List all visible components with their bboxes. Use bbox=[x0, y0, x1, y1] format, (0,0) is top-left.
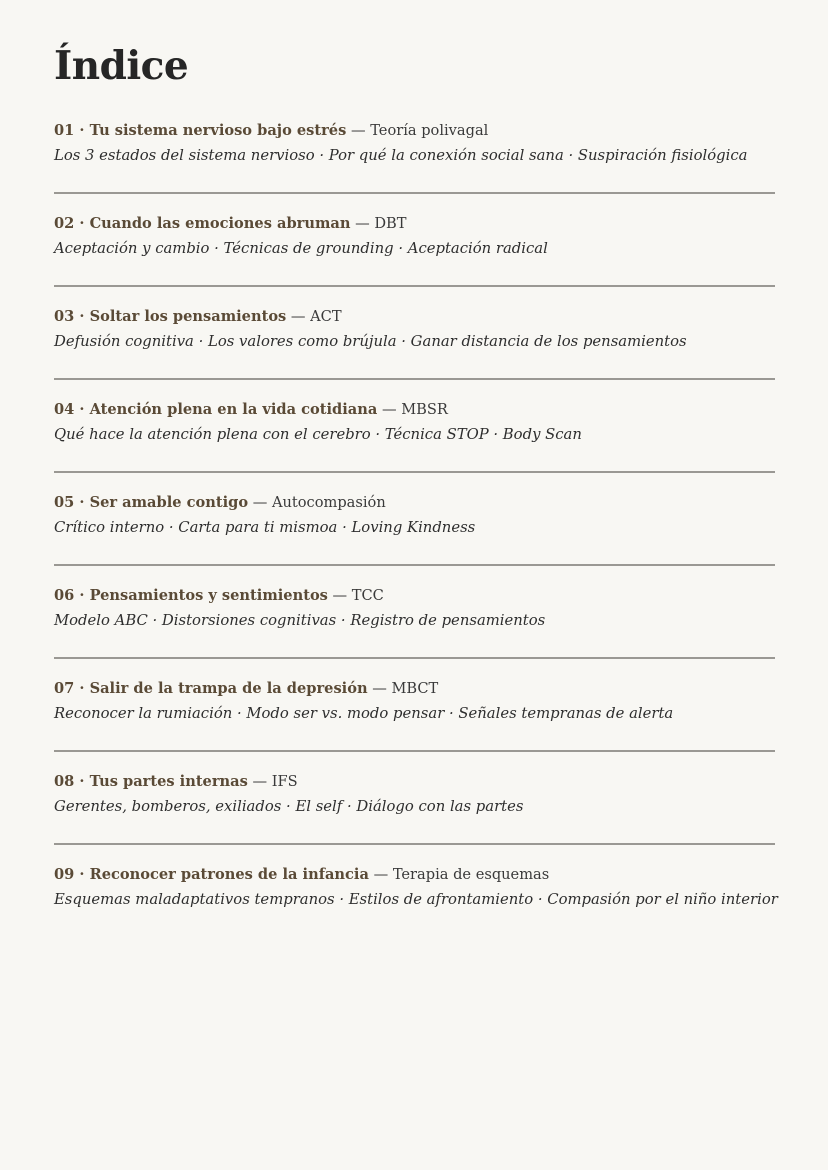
list-item bbox=[54, 119, 775, 212]
entry-heading bbox=[54, 584, 384, 608]
entry-title: Pensamientos y sentimientos bbox=[89, 587, 328, 604]
entry-separator: — bbox=[286, 308, 311, 325]
entry-title: Soltar los pensamientos bbox=[89, 308, 287, 325]
entry-method: MBSR bbox=[401, 401, 448, 418]
entry-number: 09 · bbox=[54, 866, 90, 883]
entry-method: Teoría polivagal bbox=[370, 122, 489, 139]
entry-topics: Qué hace la atención plena con el cerebro · Técnica STOP · Body Scan bbox=[54, 426, 582, 443]
entry-separator: — bbox=[350, 215, 375, 232]
divider bbox=[54, 192, 775, 194]
entry-list bbox=[54, 119, 778, 956]
entry-number: 01 · bbox=[54, 122, 90, 139]
entry-number: 06 · bbox=[54, 587, 90, 604]
entry-method: ACT bbox=[310, 308, 342, 325]
entry-title: Cuando las emociones abruman bbox=[89, 215, 351, 232]
entry-separator: — bbox=[248, 494, 272, 511]
list-item bbox=[54, 863, 778, 956]
divider bbox=[54, 750, 775, 752]
entry-method: Terapia de esquemas bbox=[392, 866, 550, 883]
entry-topics: Defusión cognitiva · Los valores como brújula · Ganar distancia de los pensamientos bbox=[54, 333, 687, 350]
entry-heading bbox=[54, 491, 386, 515]
entry-method: TCC bbox=[351, 587, 384, 604]
divider bbox=[54, 471, 775, 473]
entry-title: Tu sistema nervioso bajo estrés bbox=[89, 122, 347, 139]
entry-separator: — bbox=[346, 122, 371, 139]
entry-topics: Crítico interno · Carta para ti mismoa · Loving Kindness bbox=[54, 519, 476, 536]
entry-method: DBT bbox=[374, 215, 407, 232]
entry-number: 07 · bbox=[54, 680, 90, 697]
entry-topics: Los 3 estados del sistema nervioso · Por qué la conexión social sana · Suspiración fisiológica bbox=[54, 147, 748, 164]
page-title: Índice bbox=[54, 43, 189, 89]
list-item bbox=[54, 212, 775, 305]
entry-heading bbox=[54, 770, 298, 794]
entry-separator: — bbox=[247, 773, 272, 790]
entry-heading bbox=[54, 677, 438, 701]
entry-topics: Reconocer la rumiación · Modo ser vs. modo pensar · Señales tempranas de alerta bbox=[54, 705, 674, 722]
entry-method: MBCT bbox=[391, 680, 439, 697]
entry-separator: — bbox=[368, 866, 393, 883]
entry-heading bbox=[54, 119, 488, 143]
list-item bbox=[54, 491, 775, 584]
entry-topics: Gerentes, bomberos, exiliados · El self · Diálogo con las partes bbox=[54, 798, 524, 815]
divider bbox=[54, 378, 775, 380]
entry-heading bbox=[54, 398, 448, 422]
entry-title: Reconocer patrones de la infancia bbox=[89, 866, 369, 883]
entry-separator: — bbox=[377, 401, 402, 418]
list-item bbox=[54, 305, 775, 398]
entry-topics: Esquemas maladaptativos tempranos · Estilos de afrontamiento · Compasión por el niño interior bbox=[54, 891, 778, 908]
divider bbox=[54, 843, 775, 845]
entry-topics: Aceptación y cambio · Técnicas de grounding · Aceptación radical bbox=[54, 240, 548, 257]
list-item bbox=[54, 770, 775, 863]
list-item bbox=[54, 398, 775, 491]
list-item bbox=[54, 584, 775, 677]
entry-separator: — bbox=[367, 680, 392, 697]
entry-heading bbox=[54, 863, 549, 887]
entry-topics: Modelo ABC · Distorsiones cognitivas · Registro de pensamientos bbox=[54, 612, 546, 629]
entry-heading bbox=[54, 305, 342, 329]
entry-method: Autocompasión bbox=[271, 494, 386, 511]
entry-heading bbox=[54, 212, 407, 236]
entry-title: Salir de la trampa de la depresión bbox=[89, 680, 368, 697]
entry-title: Ser amable contigo bbox=[89, 494, 249, 511]
divider bbox=[54, 564, 775, 566]
entry-number: 04 · bbox=[54, 401, 90, 418]
entry-method: IFS bbox=[271, 773, 298, 790]
entry-number: 03 · bbox=[54, 308, 90, 325]
entry-separator: — bbox=[327, 587, 352, 604]
entry-number: 08 · bbox=[54, 773, 90, 790]
list-item bbox=[54, 677, 775, 770]
entry-number: 02 · bbox=[54, 215, 90, 232]
entry-number: 05 · bbox=[54, 494, 90, 511]
entry-title: Atención plena en la vida cotidiana bbox=[89, 401, 378, 418]
divider bbox=[54, 285, 775, 287]
entry-title: Tus partes internas bbox=[89, 773, 248, 790]
divider bbox=[54, 657, 775, 659]
